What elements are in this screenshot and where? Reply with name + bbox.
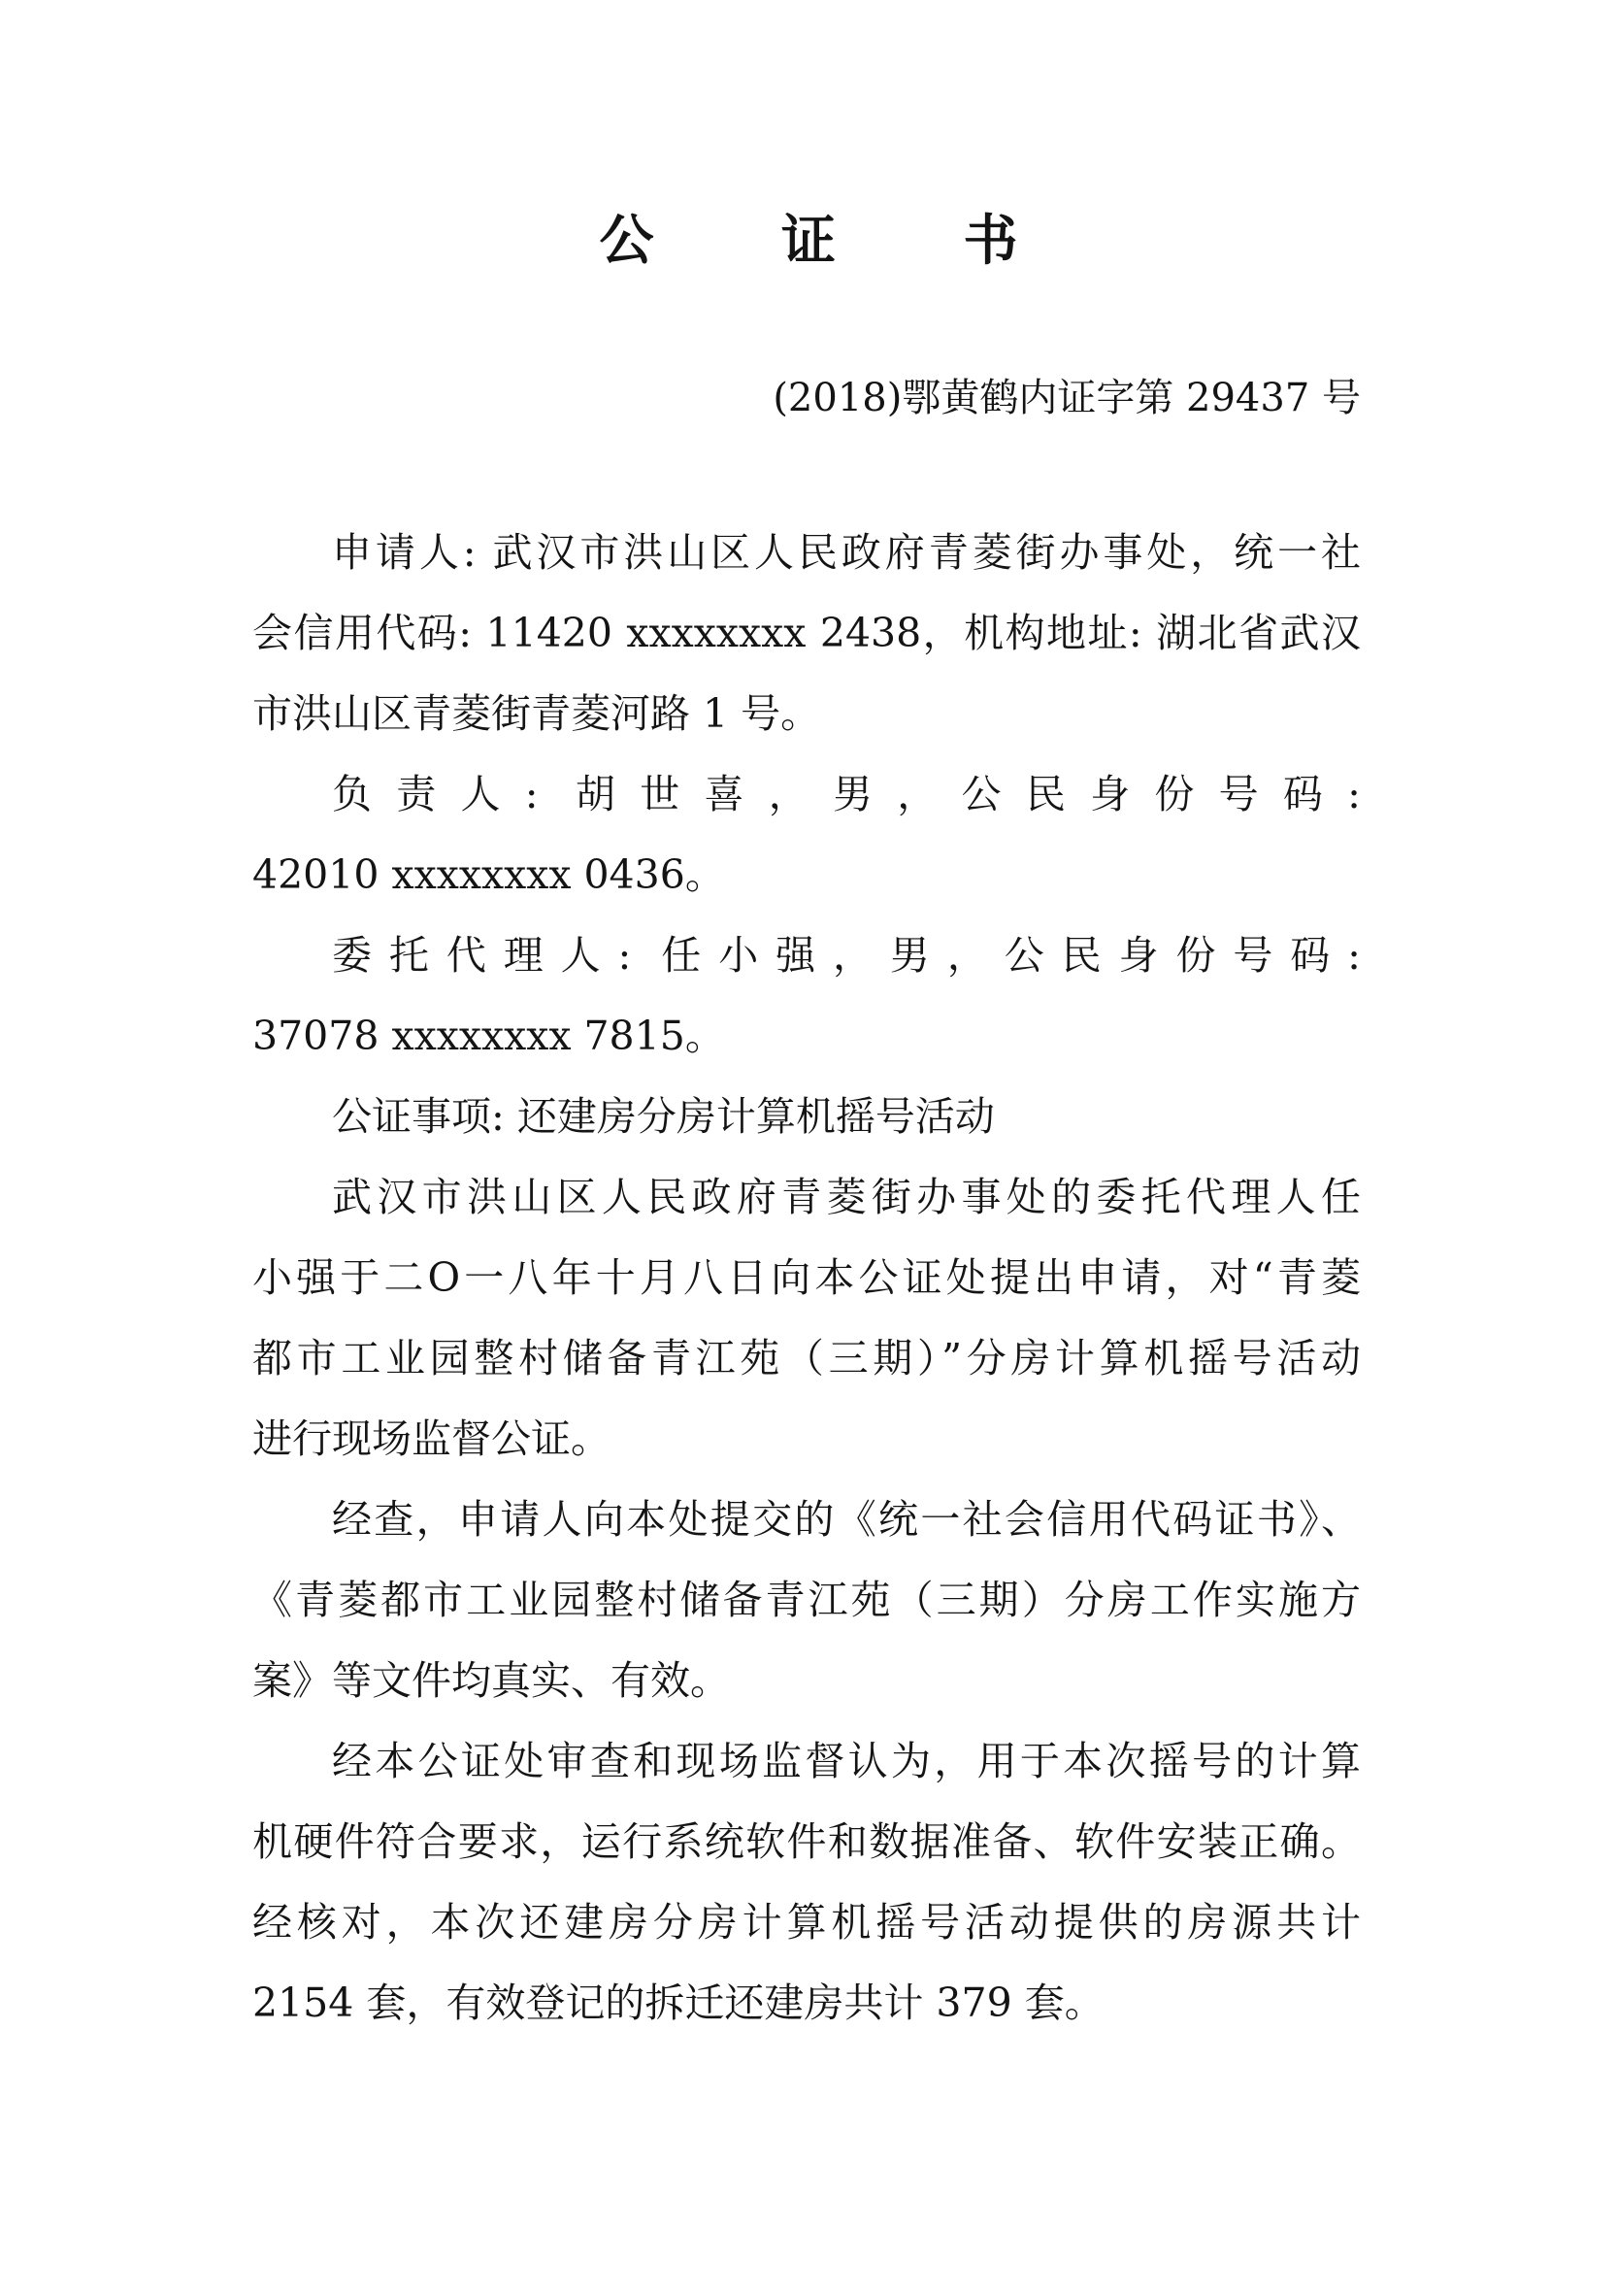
- paragraph-line: 公证事项: 还建房分房计算机摇号活动: [332, 1093, 995, 1140]
- paragraph-line: 42010 xxxxxxxx 0436。: [252, 851, 725, 898]
- paragraph-line: 申请人: 武汉市洪山区人民政府青菱街办事处，统一社: [332, 529, 1361, 576]
- certificate-number: (2018)鄂黄鹤内证字第 29437 号: [773, 376, 1361, 420]
- review-paragraph: [252, 1480, 1361, 1721]
- responsible-person-paragraph: [252, 754, 1361, 915]
- paragraph-line: 委托代理人: 任小强，男，公民身份号码:: [332, 932, 1361, 979]
- paragraph-line: 《青菱都市工业园整村储备青江苑（三期）分房工作实施方: [252, 1577, 1361, 1623]
- paragraph-line: 会信用代码: 11420 xxxxxxxx 2438，机构地址: 湖北省武汉: [252, 610, 1361, 656]
- document-title: 公 证 书: [599, 209, 1072, 273]
- applicant-paragraph: [252, 513, 1361, 754]
- paragraph-line: 进行现场监督公证。: [252, 1415, 610, 1462]
- request-paragraph: [252, 1157, 1361, 1480]
- paragraph-line: 37078 xxxxxxxx 7815。: [252, 1013, 725, 1059]
- document-body: [252, 513, 1361, 2044]
- paragraph-line: 负责人: 胡世喜，男，公民身份号码:: [332, 771, 1361, 817]
- paragraph-line: 都市工业园整村储备青江苑（三期）”分房计算机摇号活动: [252, 1335, 1361, 1381]
- notarization-matter-paragraph: [252, 1077, 1361, 1157]
- finding-paragraph: [252, 1721, 1361, 2044]
- paragraph-line: 小强于二O一八年十月八日向本公证处提出申请，对“青菱: [252, 1254, 1361, 1301]
- paragraph-line: 案》等文件均真实、有效。: [252, 1657, 730, 1704]
- paragraph-line: 市洪山区青菱街青菱河路 1 号。: [252, 690, 821, 737]
- agent-paragraph: [252, 915, 1361, 1077]
- paragraph-line: 2154 套，有效登记的拆迁还建房共计 379 套。: [252, 1980, 1105, 2026]
- paragraph-line: 经本公证处审查和现场监督认为，用于本次摇号的计算: [332, 1738, 1361, 1784]
- paragraph-line: 经查，申请人向本处提交的《统一社会信用代码证书》、: [332, 1496, 1361, 1543]
- paragraph-line: 武汉市洪山区人民政府青菱街办事处的委托代理人任: [332, 1174, 1361, 1220]
- paragraph-line: 经核对，本次还建房分房计算机摇号活动提供的房源共计: [252, 1899, 1361, 1946]
- paragraph-line: 机硬件符合要求，运行系统软件和数据准备、软件安装正确。: [252, 1818, 1361, 1865]
